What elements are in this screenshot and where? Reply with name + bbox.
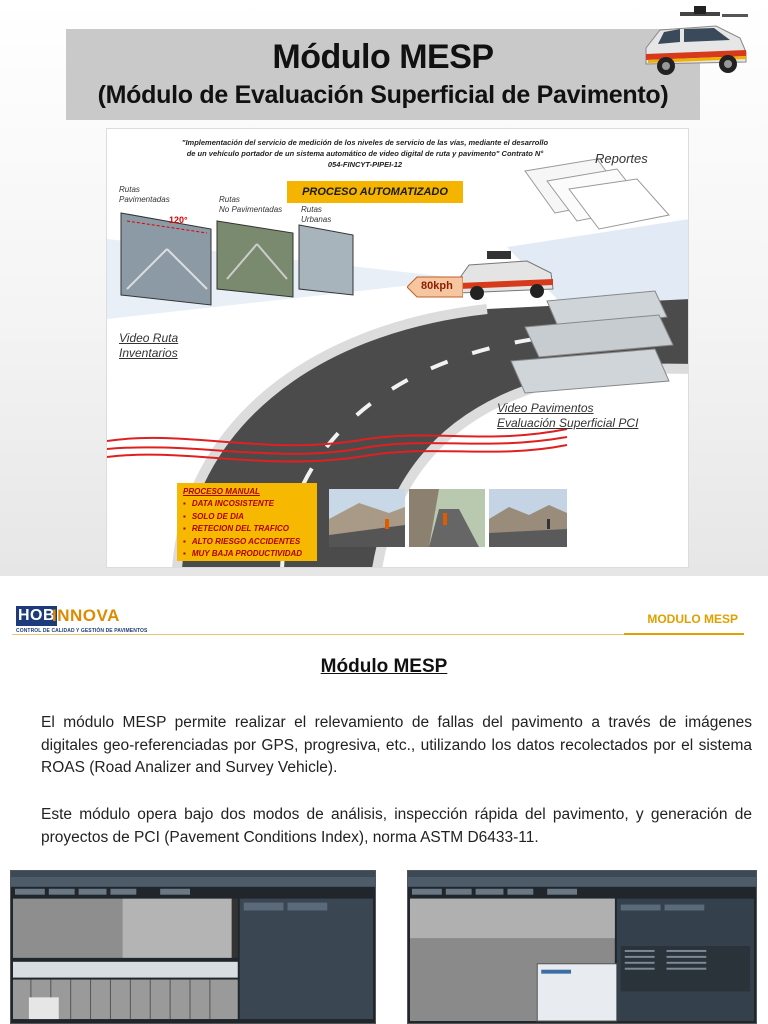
manual-process-list [183, 498, 311, 561]
list-item: ▪ ALTO RIESGO ACCIDENTES [183, 536, 311, 549]
paved-routes-label: Rutas Pavimentadas [119, 185, 170, 204]
software-screenshot-1 [10, 870, 376, 1024]
slide-description [0, 576, 768, 1024]
slide-subtitle: (Módulo de Evaluación Superficial de Pavimento) [97, 81, 669, 109]
header-accent-divider [624, 633, 744, 635]
manual-survey-photo-2 [409, 489, 485, 547]
title-band [66, 29, 700, 120]
speed-badge: 80kph [407, 275, 463, 299]
manual-process-box [177, 483, 317, 561]
route-video-label: Video Ruta Inventarios [119, 331, 179, 360]
software-screenshot-2 [407, 870, 757, 1024]
pavement-video-label: Video Pavimentos Evaluación Superficial PCI [497, 401, 639, 430]
section-title-wrap [0, 656, 768, 678]
unpaved-routes-label: Rutas No Pavimentadas [219, 195, 283, 214]
manual-survey-photo-1 [329, 489, 405, 547]
section-tag: MODULO MESP [647, 612, 738, 626]
slide-title: Módulo MESP [272, 38, 494, 76]
contract-quote: "Implementación del servicio de medición de los niveles de servicio de las vías, mediante el desarrollo de un vehículo portador de un sistema automático de video digital de ruta y pavimento" Contrato N° 054-FINCYT-PIPEI-12 [181, 138, 549, 169]
manual-survey-photo-3 [489, 489, 567, 547]
angle-label: 120° [169, 215, 188, 225]
survey-vehicle-image [636, 4, 754, 82]
list-item: ▪ DATA INCOSISTENTE [183, 498, 311, 511]
list-item: ▪ RETECION DEL TRAFICO [183, 523, 311, 536]
logo-tagline: CONTROL DE CALIDAD Y GESTIÓN DE PAVIMENTOS [16, 628, 148, 634]
logo-innova-text: INNOVA [52, 606, 120, 625]
reports-label: Reportes [595, 151, 648, 166]
description-paragraph-2: Este módulo opera bajo dos modos de análisis, inspección rápida del pavimento, y generación de proyectos de PCI (Pavement Conditions Index), norma ASTM D6433-11. [41, 806, 752, 846]
logo-hob-text: HOB [18, 607, 56, 624]
urban-routes-label: Rutas Urbanas [301, 205, 332, 224]
list-item: ▪ SOLO DE DIA [183, 511, 311, 524]
process-diagram [106, 128, 689, 568]
manual-process-title: PROCESO MANUAL [183, 487, 260, 496]
description-paragraph-1: El módulo MESP permite realizar el relevamiento de fallas del pavimento a través de imágenes digitales geo-referenciadas por GPS, progresiva, etc., utilizando los datos recolectados por el sistema ROAS (Road Analizer and Survey Vehicle). [41, 714, 752, 776]
section-title: Módulo MESP [320, 656, 448, 677]
list-item: ▪ MUY BAJA PRODUCTIVIDAD [183, 548, 311, 561]
automated-process-label: PROCESO AUTOMATIZADO [287, 181, 463, 203]
